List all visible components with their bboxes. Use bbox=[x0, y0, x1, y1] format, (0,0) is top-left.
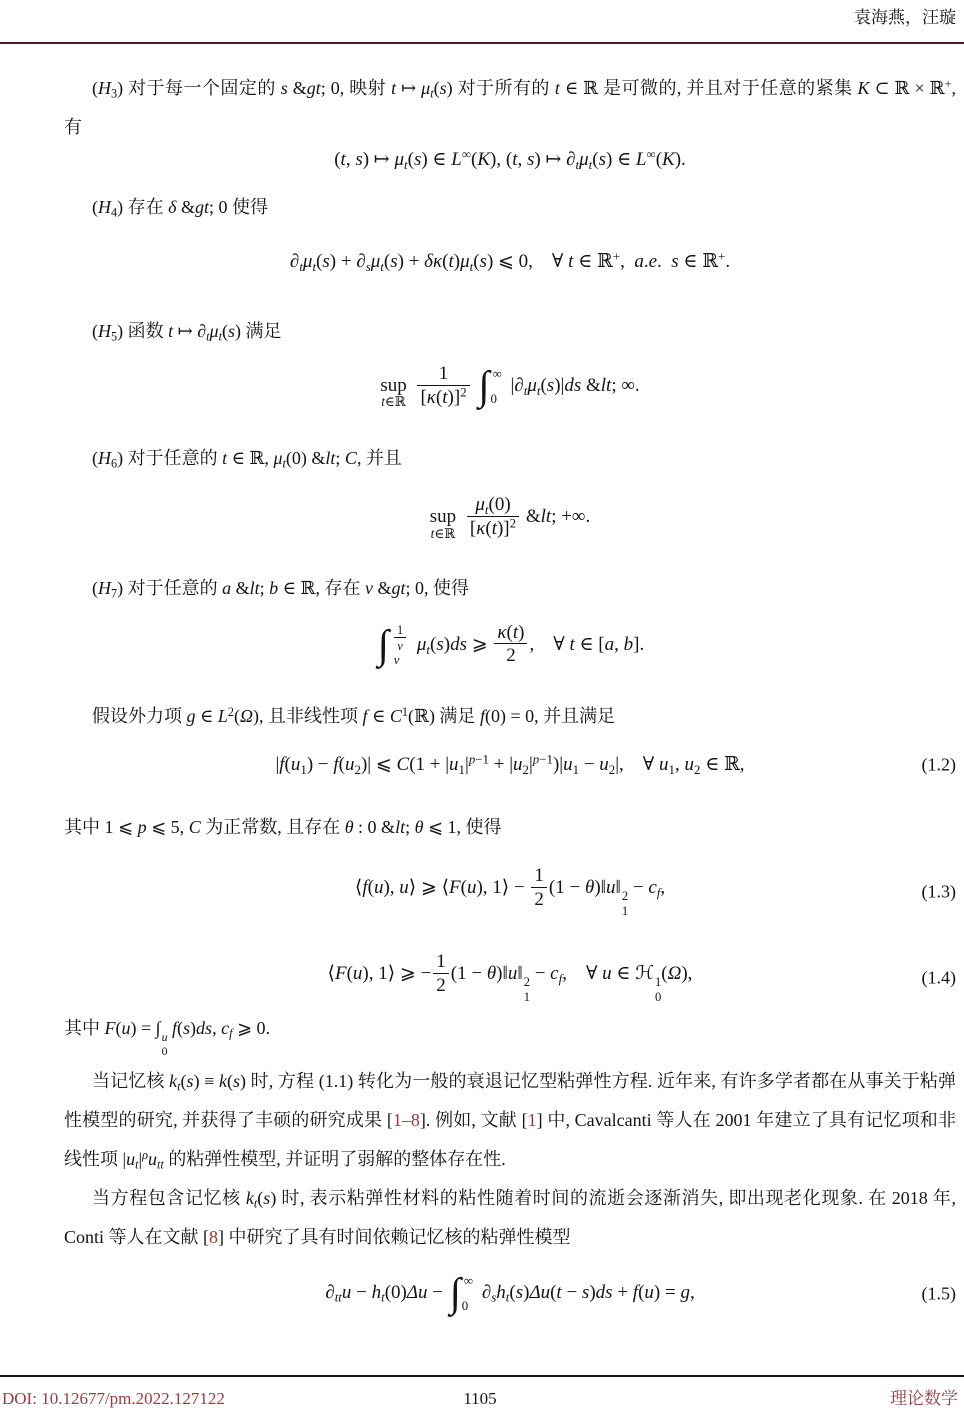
equation-h6 bbox=[64, 494, 956, 540]
hypothesis-h4-text: $(H_4)$ 存在 δ &gt; 0 使得 bbox=[92, 196, 269, 220]
journal-name: 理论数学 bbox=[890, 1389, 959, 1408]
equation-h6-math: sup t∈ℝ $\frac{\mu_t(0)}{[\kappa(t)]^2}$ &lt; +∞. bbox=[429, 494, 591, 541]
equation-h3-math: (t, s) ↦ $\mu_t(s)$ ∈ L∞(K), (t, s) ↦ $\partial_t\mu_t(s)$ ∈ L∞(K). bbox=[334, 146, 686, 172]
page-number: 1105 bbox=[463, 1389, 497, 1408]
aging-paragraph: 当方程包含记忆核 $k_t(s)$ 时, 表示粘弹性材料的粘性随着时间的流逝会逐渐消失, 即出现老化现象. 在 2018 年, Conti 等人在文献 [8] 中研究了具有时间依赖记忆核的粘弹性模型 bbox=[64, 1188, 957, 1248]
equation-number-1-3: (1.3) bbox=[921, 881, 956, 902]
citation-link[interactable]: 1 bbox=[527, 1110, 537, 1131]
memory-kernel-paragraph: 当记忆核 $k_t(s) \equiv k(s)$ 时, 方程 (1.1) 转化为一般的衰退记忆型粘弹性方程. 近年来, 有许多学者都在从事关于粘弹性模型的研究, 并获得了丰硕的研究成果 [1–8]. 例如, 文献 [1] 中, Cavalcanti 等人在 2001 年建立了具有记忆项和非线性项 $|u_t|^\rho u_{tt}$ 的粘弹性模型, 并证明了弱解的整体存在性. bbox=[64, 1071, 957, 1172]
equation-number-1-2: (1.2) bbox=[921, 754, 956, 775]
equation-1-4-math: ⟨F(u), 1⟩ ⩾ − $\frac{1}{2}$ (1 − θ)‖u‖ 2 1 − $c_f$, ∀ u ∈ ℋ 1 0 (Ω), bbox=[327, 951, 693, 1005]
equation-1-2-math: $|f(u_1) - f(u_2)|$ ⩽ $C(1 + |u_1|^{p-1} + |u_2|^{p-1})|u_1 - u_2|$, ∀ $u_1$, $u_2$ ∈ ℝ, bbox=[275, 751, 745, 777]
equation-number-1-5: (1.5) bbox=[921, 1283, 956, 1304]
doi-link[interactable]: DOI: 10.12677/pm.2022.127122 bbox=[2, 1389, 225, 1408]
page-body bbox=[0, 69, 964, 1314]
hypothesis-h6-text: $(H_6)$ 对于任意的 t ∈ ℝ, $\mu_t(0)$ &lt; C, 并且 bbox=[92, 448, 402, 472]
definition-F-paragraph: 其中 F(u) = ∫ u 0 f(s)ds, $c_f$ ⩾ 0. bbox=[64, 1018, 271, 1059]
equation-h5 bbox=[64, 363, 956, 409]
equation-h7 bbox=[64, 622, 956, 669]
condition-paragraph: 其中 1 ⩽ p ⩽ 5, C 为正常数, 且存在 θ : 0 &lt; θ ⩽ 1, 使得 bbox=[64, 817, 502, 838]
equation-h3 bbox=[64, 147, 956, 174]
hypothesis-h5-text: $(H_5)$ 函数 t ↦ $\partial_t\mu_t(s)$ 满足 bbox=[92, 321, 282, 344]
authors-running-head: 袁海燕，汪璇 bbox=[854, 8, 956, 27]
equation-number-1-4: (1.4) bbox=[921, 967, 956, 988]
equation-1-2 bbox=[64, 752, 956, 779]
page-header bbox=[0, 0, 964, 30]
equation-h5-math: sup t∈ℝ $\frac{1}{[\kappa(t)]^2}$ ∫ ∞ 0 $|\partial_t\mu_t(s)|ds$ &lt; ∞. bbox=[380, 363, 640, 410]
equation-h7-math: ∫ $\frac{1}{\nu}$ ν $\mu_t(s)ds$ ⩾ $\frac{\kappa(t)}{2}$ , ∀ t ∈ [a, b]. bbox=[377, 621, 645, 668]
hypothesis-h3-text: $(H_3)$ 对于每一个固定的 s &gt; 0, 映射 t ↦ $\mu_t(s)$ 对于所有的 t ∈ ℝ 是可微的, 并且对于任意的紧集 K ⊂ ℝ × ℝ+, 有 bbox=[64, 76, 956, 137]
assumption-paragraph: 假设外力项 g ∈ $L^2(\Omega)$, 且非线性项 f ∈ $C^1(ℝ)$ 满足 f(0) = 0, 并且满足 bbox=[92, 704, 616, 726]
equation-1-3 bbox=[64, 865, 956, 919]
equation-1-4 bbox=[64, 951, 956, 1005]
equation-1-5-math: $\partial_{tt}u - h_t(0)\Delta u$ − ∫ ∞ 0 $\partial_sh_t(s)\Delta u(t - s)ds + f(u) = g$, bbox=[325, 1270, 695, 1316]
equation-h4-math: $\partial_t\mu_t(s) + \partial_s\mu_t(s) + \delta\kappa(t)\mu_t(s)$ ⩽ 0, ∀ t ∈ ℝ+, a.e. s ∈ ℝ+. bbox=[289, 248, 731, 274]
equation-h4 bbox=[64, 249, 956, 276]
equation-1-3-math: ⟨f(u), u⟩ ⩾ ⟨F(u), 1⟩ − $\frac{1}{2}$ (1 − θ)‖u‖ 2 1 − $c_f$, bbox=[354, 865, 666, 919]
citation-link[interactable]: 1–8 bbox=[392, 1110, 420, 1131]
page-footer bbox=[0, 1375, 964, 1414]
header-rule bbox=[0, 42, 964, 44]
citation-link[interactable]: 8 bbox=[209, 1227, 219, 1248]
footer-row bbox=[0, 1377, 964, 1414]
equation-1-5 bbox=[64, 1270, 956, 1316]
hypothesis-h7-text: $(H_7)$ 对于任意的 a &lt; b ∈ ℝ, 存在 ν &gt; 0, 使得 bbox=[92, 577, 470, 601]
